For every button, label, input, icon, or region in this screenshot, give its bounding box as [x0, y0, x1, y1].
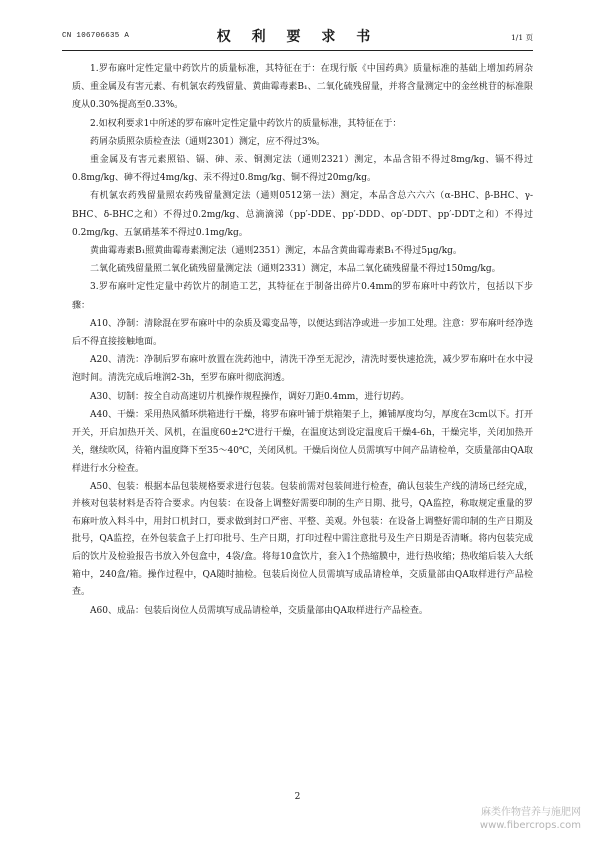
claim-2-impurity: 药屑杂质照杂质检查法（通则2301）测定，应不得过3%。 — [90, 136, 326, 147]
step-a50: A50、包装：根据本品包装规格要求进行包装。包装前需对包装间进行检查，确认包装生产线的清场已经完成，并核对包装材料是否符合要求。内包装：在设备上调整好需要印制的生产日期、批号，QA监控，称取规定重量的罗布麻叶放入料斗中，用封口机封口，要求做到封口严密、平整、美观。外包装：在设备上调整好需印制的生产日期及批号，QA监控，在外包装盒子上打印批号、生产日期，打印过程中需注意批号及生产日期是否清晰。将内包装完成后的饮片及检验报告书放入外包盒中，4袋/盒。将每10盒饮片，套入1个热缩膜中，进行热收缩；热收缩后装入大纸箱中，240盒/箱。操作过程中，QA随时抽检。包装后岗位人员需填写成品请检单，交质量部由QA取样进行产品检查。 — [72, 481, 533, 598]
header-divider — [62, 50, 533, 51]
step-a60: A60、成品：包装后岗位人员需填写成品请检单，交质量部由QA取样进行产品检查。 — [90, 605, 428, 616]
document-number: CN 106706635 A — [62, 32, 130, 40]
step-a10: A10、净制：清除混在罗布麻叶中的杂质及霉变品等，以便达到洁净或进一步加工处理。注意：罗布麻叶经净选后不得直接接触地面。 — [72, 318, 533, 348]
document-title: 权 利 要 求 书 — [216, 29, 379, 45]
claim-2-sulfur-dioxide: 二氧化硫残留量照二氧化硫残留量测定法（通则2331）测定，本品二氧化硫残留量不得过150mg/kg。 — [90, 264, 501, 275]
watermark-url: www.fibercrops.com — [479, 820, 581, 831]
page-info: 1/1 页 — [511, 33, 533, 42]
step-a20: A20、清洗：净制后罗布麻叶放置在洗药池中，清洗干净至无泥沙，清洗时要快速抢洗，减少罗布麻叶在水中浸泡时间。清洗完成后堆润2-3h，至罗布麻叶彻底润透。 — [72, 355, 533, 384]
claim-2-intro: 2.如权利要求1中所述的罗布麻叶定性定量中药饮片的质量标准，其特征在于： — [90, 118, 402, 129]
claim-3-intro: 3.罗布麻叶定性定量中药饮片的制造工艺，其特征在于制备出碎片0.4mm的罗布麻叶中药饮片，包括以下步骤： — [72, 282, 533, 311]
claim-2-aflatoxin: 黄曲霉毒素B₁照黄曲霉毒素测定法（通则2351）测定，本品含黄曲霉毒素B₁不得过5μg/kg。 — [90, 246, 462, 257]
claim-2-heavy-metals: 重金属及有害元素照铅、镉、砷、汞、铜测定法（通则2321）测定，本品含铅不得过8mg/kg、镉不得过0.8mg/kg、砷不得过4mg/kg、汞不得过0.8mg/kg、铜不得过20mg/kg。 — [72, 155, 533, 184]
step-a30: A30、切制：按全自动高速切片机操作规程操作，调好刀距0.4mm，进行切药。 — [90, 391, 410, 402]
claims-body — [72, 60, 533, 620]
watermark-name: 麻类作物营养与施肥网 — [481, 807, 581, 818]
page-number: 2 — [294, 792, 301, 802]
page-header — [62, 8, 533, 52]
watermark — [480, 806, 581, 832]
claim-1: 1.罗布麻叶定性定量中药饮片的质量标准，其特征在于：在现行版《中国药典》质量标准的基础上增加药屑杂质、重金属及有害元素、有机氯农药残留量、黄曲霉毒素B₁、二氧化硫残留量，并将含量测定中的金丝桃苷的标准限度从0.30%提高至0.33%。 — [72, 64, 533, 111]
claim-2-pesticides: 有机氯农药残留量照农药残留量测定法（通则0512第一法）测定，本品含总六六六（α-BHC、β-BHC、γ-BHC、δ-BHC之和）不得过0.2mg/kg、总滴滴涕（pp′-DDE、pp′-DDD、op′-DDT、pp′-DDT之和）不得过0.2mg/kg、五氯硝基苯不得过0.1mg/kg。 — [72, 191, 533, 238]
step-a40: A40、干燥：采用热风循环烘箱进行干燥，将罗布麻叶铺于烘箱架子上，摊铺厚度均匀，厚度在3cm以下。打开开关，开启加热开关、风机，在温度60±2℃进行干燥，在温度达到设定温度后干燥4-6h，干燥完毕，关闭加热开关，继续吹风，待箱内温度降下至35～40℃，关闭风机。干燥后岗位人员需填写中间产品请检单，交质量部由QA取样进行水分检查。 — [72, 409, 533, 475]
